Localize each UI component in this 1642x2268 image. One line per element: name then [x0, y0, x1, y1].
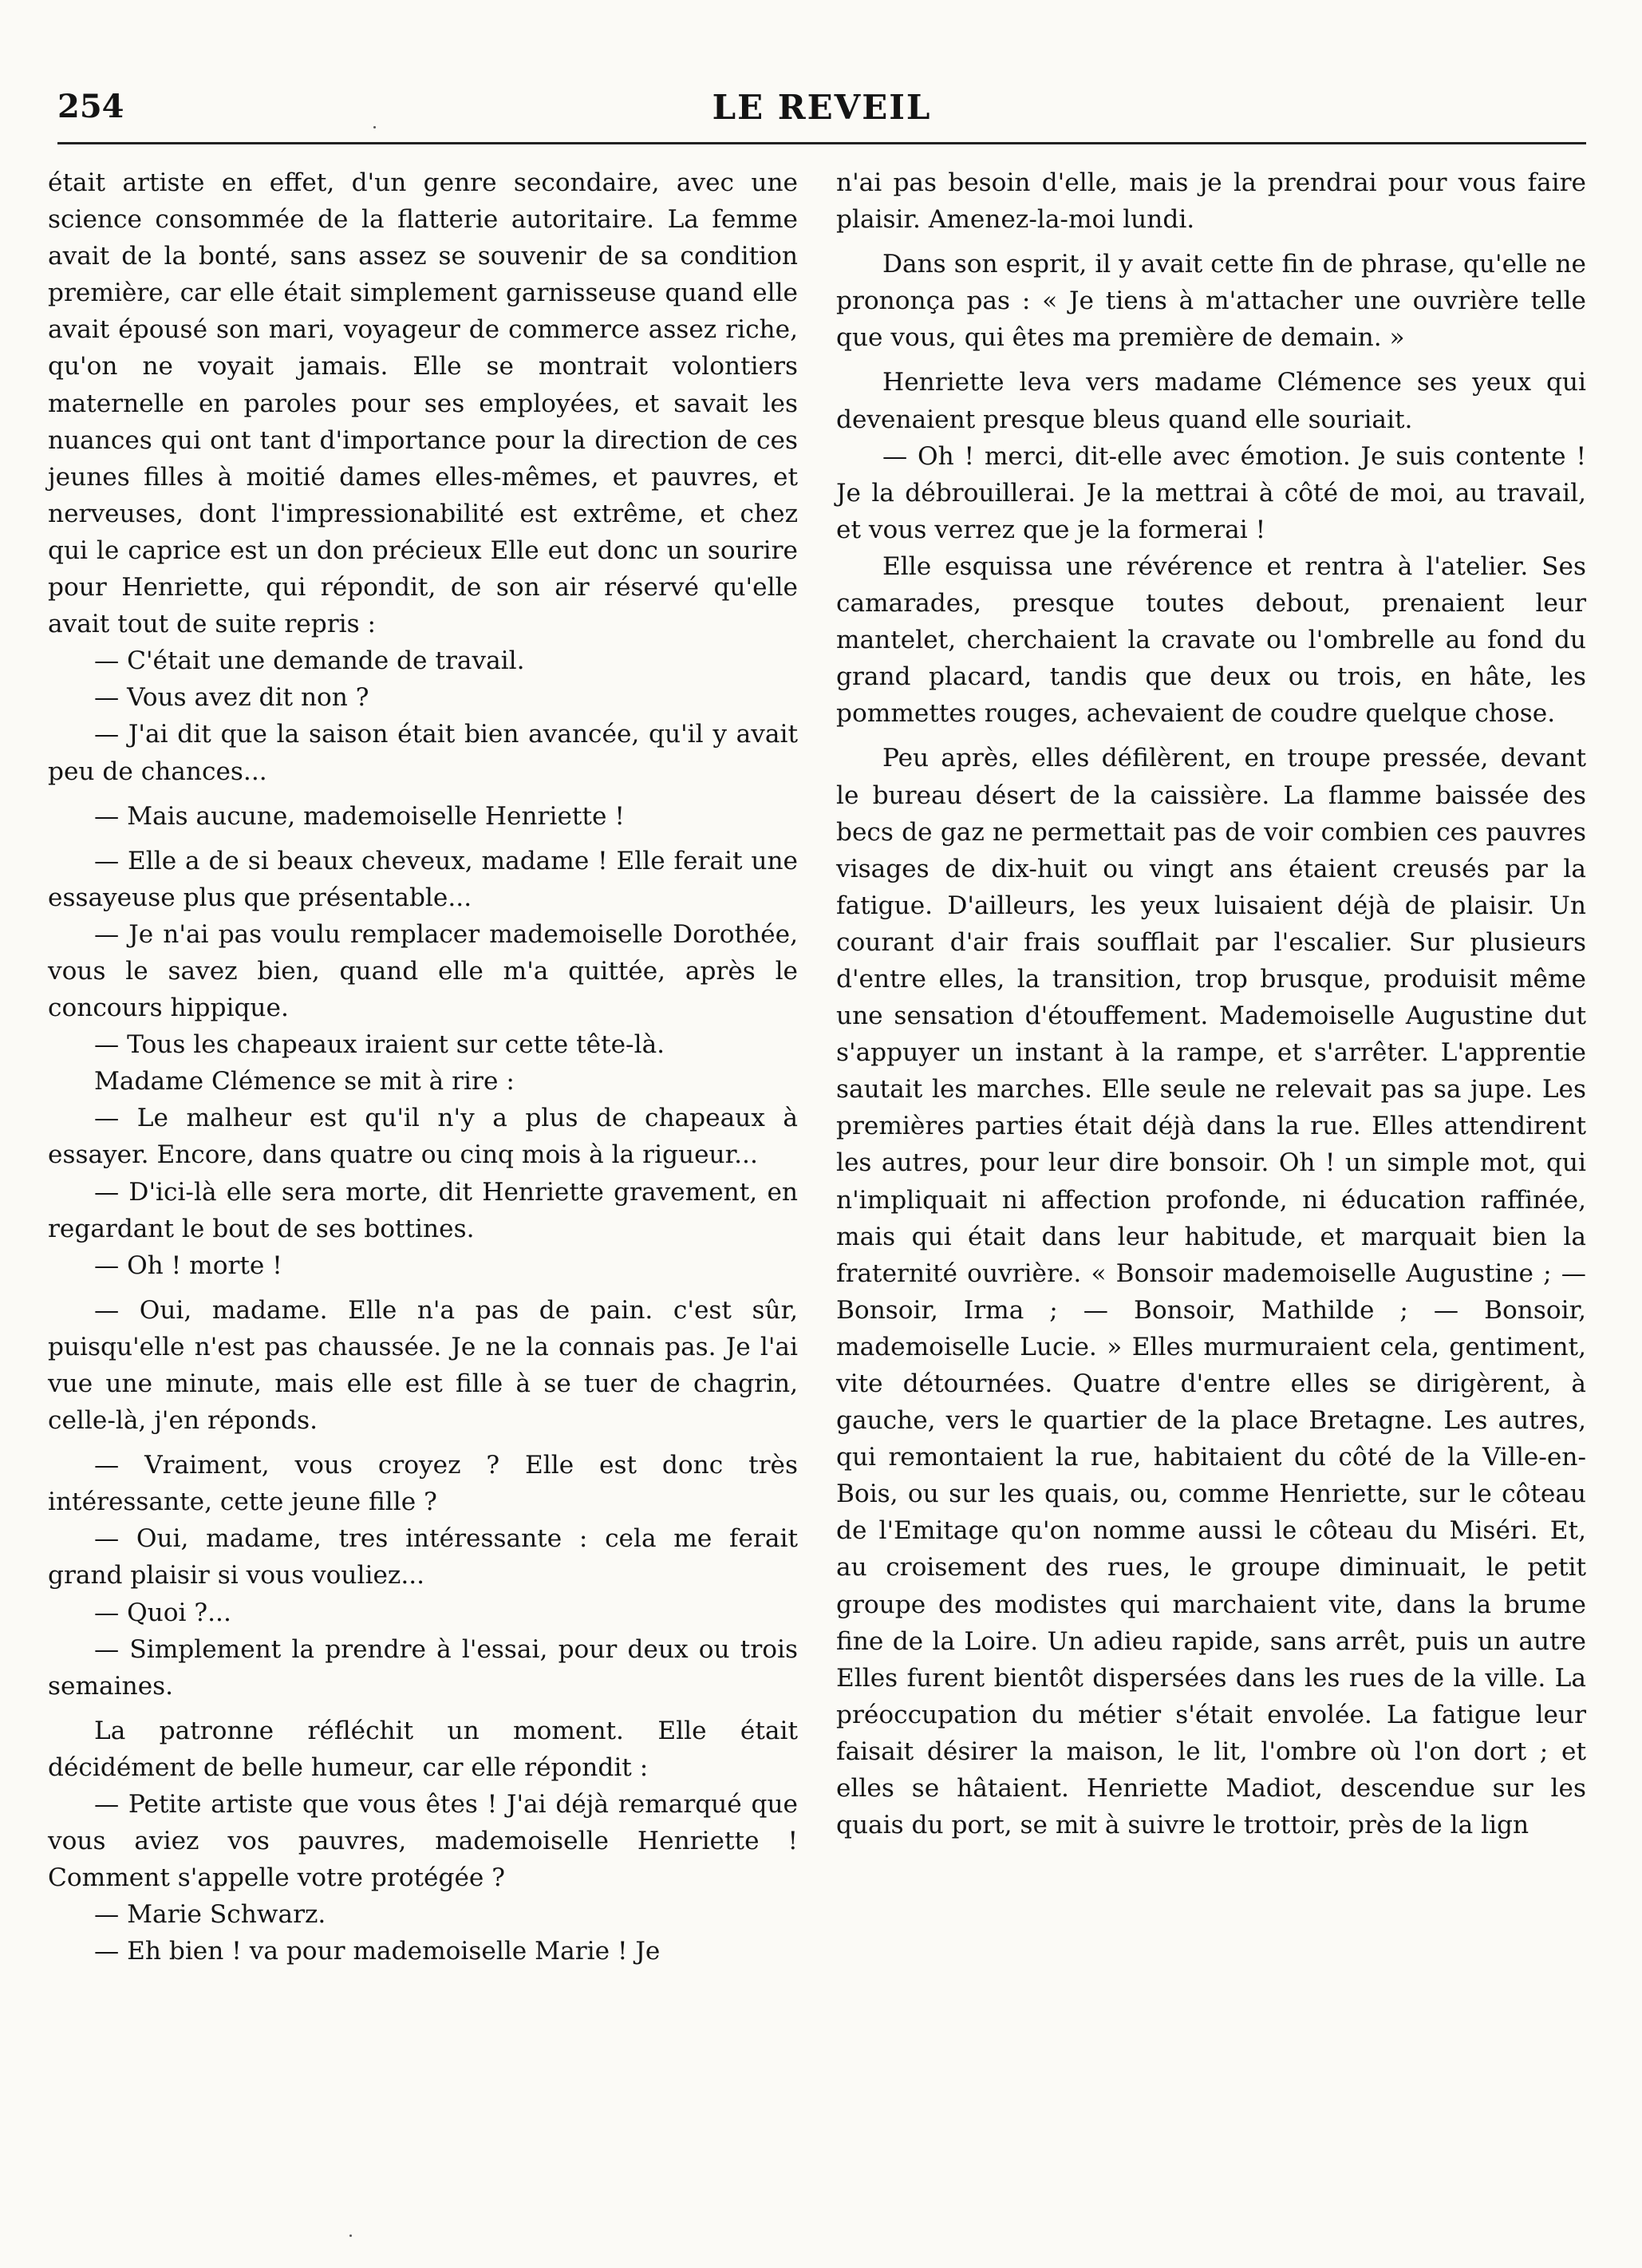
print-speck	[373, 126, 376, 128]
paragraph: — Vous avez dit non ?	[94, 683, 369, 713]
paragraph: était artiste en effet, d'un genre secondaire, avec une science consommée de la flatterie autoritaire. La femme avait de la bonté, sans assez se souvenir de sa condition première, car elle était simplement garnisseuse quand elle avait épousé son mari, voyageur de commerce assez riche, qu'on ne voyait jamais. Elle se montrait volontiers maternelle en paroles pour ses employées, et savait les nuances qui ont tant d'importance pour la direction de ces jeunes filles à moitié dames elles-mêmes, et pauvres, et nerveuses, dont l'impressionabilité est extrême, et chez qui le caprice est un don précieux Elle eut donc un sourire pour Henriette, qui répondit, de son air réservé qu'elle avait tout de suite repris :	[48, 168, 798, 639]
paragraph: — Simplement la prendre à l'essai, pour deux ou trois semaines.	[48, 1634, 798, 1701]
paragraph: — Vraiment, vous croyez ? Elle est donc très intéressante, cette jeune fille ?	[48, 1451, 798, 1517]
paragraph: Dans son esprit, il y avait cette fin de phrase, qu'elle ne prononça pas : « Je tiens à m'attacher une ouvrière telle que vous, qui êtes ma première de demain. »	[836, 250, 1586, 353]
page-header	[57, 88, 1586, 136]
paragraph: — Le malheur est qu'il n'y a plus de chapeaux à essayer. Encore, dans quatre ou cinq mois à la rigueur...	[48, 1104, 798, 1170]
paragraph: — Elle a de si beaux cheveux, madame ! Elle ferait une essayeuse plus que présentable...	[48, 846, 798, 912]
paragraph: — D'ici-là elle sera morte, dit Henriette gravement, en regardant le bout de ses bottines.	[48, 1177, 798, 1243]
paragraph: — Oh ! merci, dit-elle avec émotion. Je suis contente ! Je la débrouillerai. Je la mettrai à côté de moi, au travail, et vous verrez que je la formerai !	[836, 441, 1586, 544]
paragraph: — Tous les chapeaux iraient sur cette tête-là.	[94, 1030, 665, 1060]
paragraph: — Mais aucune, mademoiselle Henriette !	[94, 801, 625, 831]
page-number: 254	[57, 88, 124, 125]
paragraph: Madame Clémence se mit à rire :	[94, 1067, 515, 1096]
paragraph: — Quoi ?...	[94, 1598, 231, 1627]
print-speck	[349, 2234, 352, 2237]
running-title: LE REVEIL	[712, 88, 932, 127]
paragraph: n'ai pas besoin d'elle, mais je la prendrai pour vous faire plaisir. Amenez-la-moi lundi.	[836, 168, 1586, 235]
paragraph: — Marie Schwarz.	[94, 1900, 326, 1930]
left-column	[48, 164, 798, 1970]
header-rule	[57, 142, 1586, 144]
paragraph: — Je n'ai pas voulu remplacer mademoiselle Dorothée, vous le savez bien, quand elle m'a quittée, après le concours hippique.	[48, 919, 798, 1023]
paragraph: — Petite artiste que vous êtes ! J'ai déjà remarqué que vous aviez vos pauvres, mademoiselle Henriette ! Comment s'appelle votre protégée ?	[48, 1790, 798, 1893]
paragraph: — Oui, madame, tres intéressante : cela me ferait grand plaisir si vous vouliez...	[48, 1524, 798, 1590]
paragraph: — J'ai dit que la saison était bien avancée, qu'il y avait peu de chances...	[48, 720, 798, 786]
paragraph: — C'était une demande de travail.	[94, 646, 525, 676]
paragraph: — Oh ! morte !	[94, 1251, 282, 1280]
right-column	[836, 164, 1586, 1843]
paragraph: Peu après, elles défilèrent, en troupe pressée, devant le bureau désert de la caissière. La flamme baissée des becs de gaz ne permettait pas de voir combien ces pauvres visages de dix-huit ou vingt ans étaient creusés par la fatigue. D'ailleurs, les yeux luisaient déjà de plaisir. Un courant d'air frais soufflait par l'escalier. Sur plusieurs d'entre elles, la transition, trop brusque, produisit même une sensation d'étouffement. Mademoiselle Augustine dut s'appuyer un instant à la rampe, et s'arrêter. L'apprentie sautait les marches. Elle seule ne relevait pas sa jupe. Les premières parties était déjà dans la rue. Elles attendirent les autres, pour leur dire bonsoir. Oh ! un simple mot, qui n'impliquait ni affection profonde, ni éducation raffinée, mais qui était dans leur habitude, et marquait bien la fraternité ouvrière. « Bonsoir mademoiselle Augustine ; — Bonsoir, Irma ; — Bonsoir, Mathilde ; — Bonsoir, mademoiselle Lucie. » Elles murmuraient cela, gentiment, vite détournées. Quatre d'entre elles se dirigèrent, à gauche, vers le quartier de la place Bretagne. Les autres, qui remontaient la rue, habitaient du côté de la Ville-en-Bois, ou sur les quais, ou, comme Henriette, sur le côteau de l'Emitage qu'on nomme aussi le côteau du Miséri. Et, au croisement des rues, le groupe diminuait, le petit groupe des modistes qui marchaient vite, dans la brume fine de la Loire. Un adieu rapide, sans arrêt, puis un autre Elles furent bientôt dispersées dans les rues de la ville. La préoccupation du métier s'était envolée. La fatigue leur faisait désirer la maison, le lit, l'ombre où l'on dort ; et elles se hâtaient. Henriette Madiot, descendue sur les quais du port, se mit à suivre le trottoir, près de la lign	[836, 744, 1586, 1840]
paragraph: Henriette leva vers madame Clémence ses yeux qui devenaient presque bleus quand elle souriait.	[836, 368, 1586, 434]
paragraph: — Oui, madame. Elle n'a pas de pain. c'est sûr, puisqu'elle n'est pas chaussée. Je ne la connais pas. Je l'ai vue une minute, mais elle est fille à se tuer de chagrin, celle-là, j'en réponds.	[48, 1295, 798, 1436]
paragraph: La patronne réfléchit un moment. Elle était décidément de belle humeur, car elle répondit :	[48, 1716, 798, 1782]
paragraph: Elle esquissa une révérence et rentra à l'atelier. Ses camarades, presque toutes debout, prenaient leur mantelet, cherchaient la cravate ou l'ombrelle au fond du grand placard, tandis que deux ou trois, en hâte, les pommettes rouges, achevaient de coudre quelque chose.	[836, 551, 1586, 729]
paragraph: — Eh bien ! va pour mademoiselle Marie ! Je	[94, 1937, 661, 1966]
